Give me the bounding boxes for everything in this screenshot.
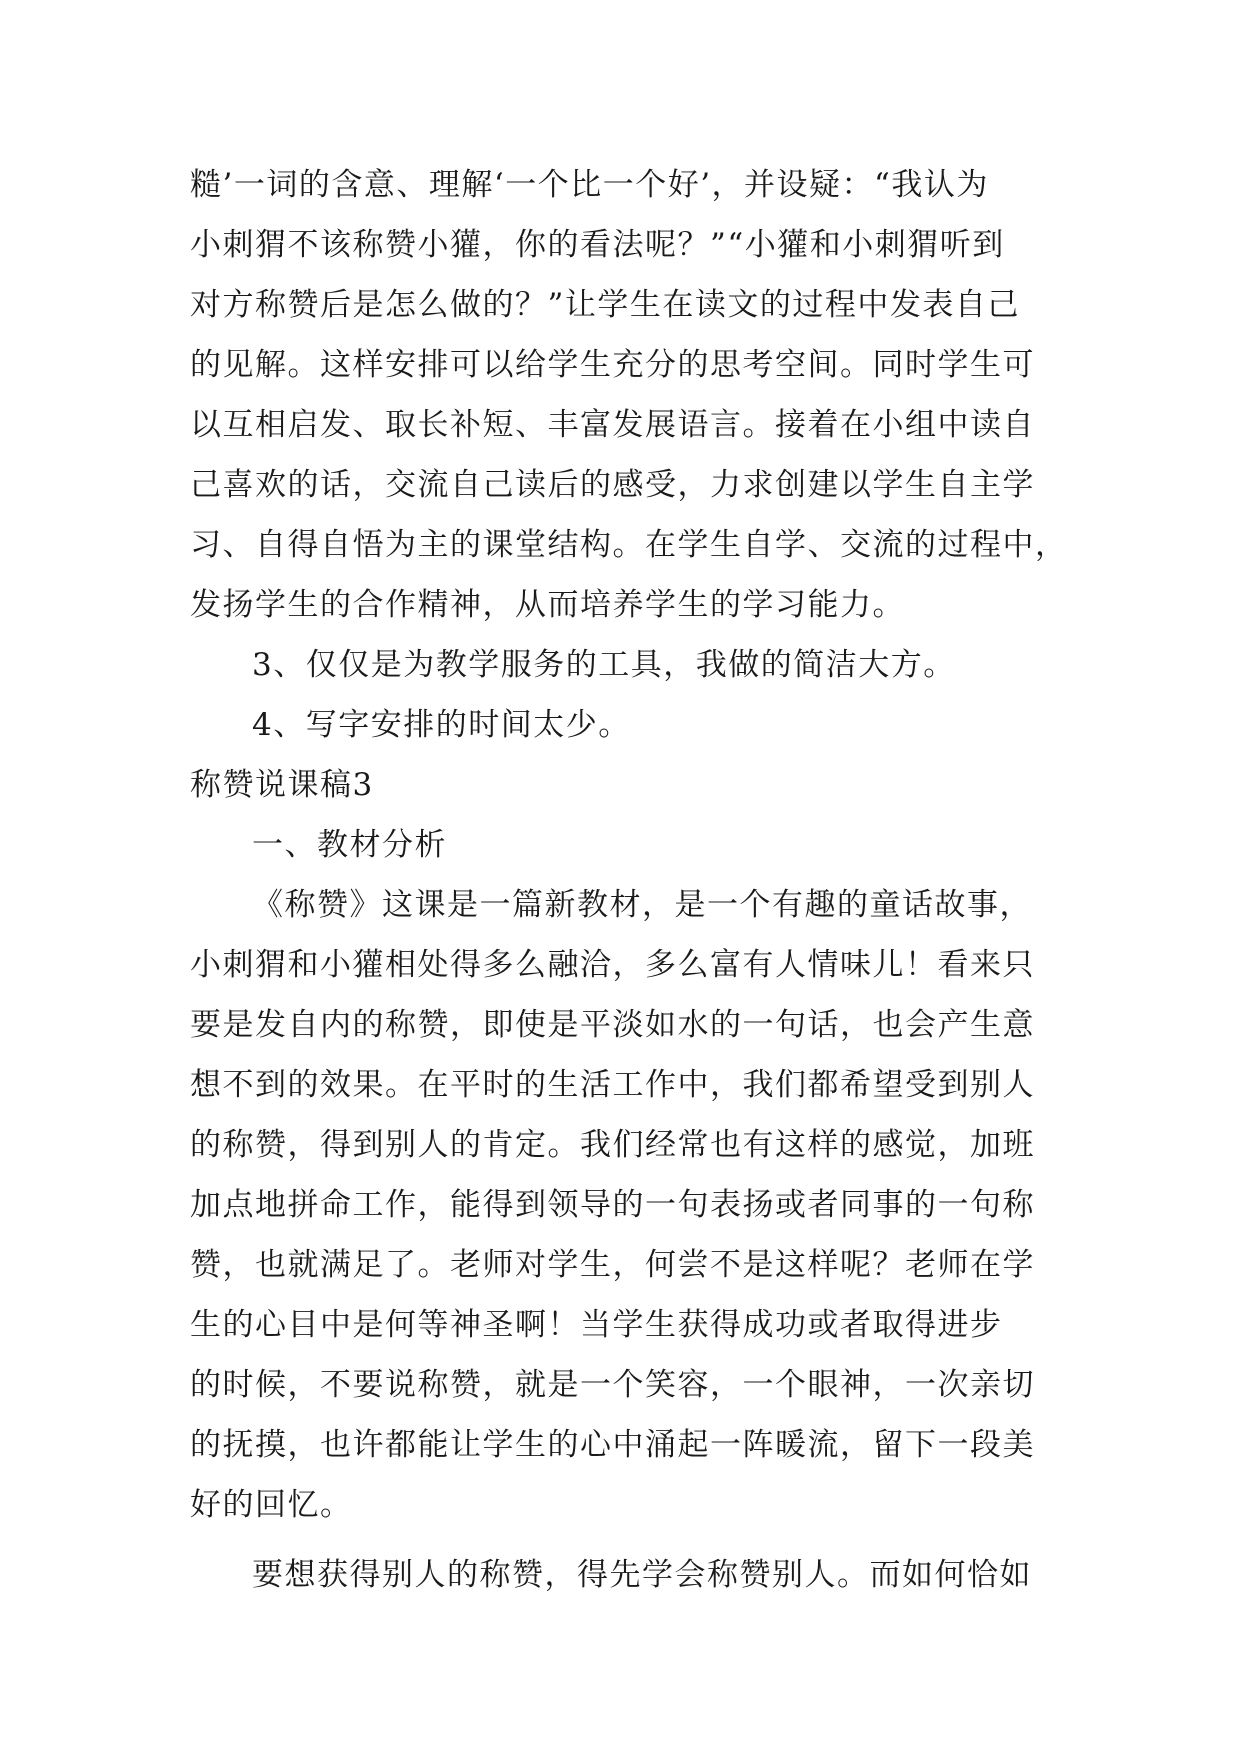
text-line: 想不到的效果。在平时的生活工作中，我们都希望受到别人 [190,1067,1035,1103]
text-line: 《称赞》这课是一篇新教材，是一个有趣的童话故事， [252,887,1032,923]
text-line: 发扬学生的合作精神，从而培养学生的学习能力。 [190,587,905,623]
list-item-3: 3、仅仅是为教学服务的工具，我做的简洁大方。 [252,647,956,683]
text-line: 的称赞，得到别人的肯定。我们经常也有这样的感觉，加班 [190,1127,1035,1163]
text-line: 要想获得别人的称赞，得先学会称赞别人。而如何恰如 [252,1557,1032,1593]
text-line: 糙’一词的含意、理解‘一个比一个好’，并设疑：“我认为 [190,167,989,203]
text-line: 对方称赞后是怎么做的？”让学生在读文的过程中发表自己 [190,287,1020,323]
text-line: 小刺猬和小獾相处得多么融洽，多么富有人情味儿！看来只 [190,947,1035,983]
text-line: 的见解。这样安排可以给学生充分的思考空间。同时学生可 [190,347,1035,383]
text-line: 要是发自内的称赞，即使是平淡如水的一句话，也会产生意 [190,1007,1035,1043]
text-line: 加点地拼命工作，能得到领导的一句表扬或者同事的一句称 [190,1187,1035,1223]
text-line: 小刺猬不该称赞小獾，你的看法呢？”“小獾和小刺猬听到 [190,227,1005,263]
text-line: 生的心目中是何等神圣啊！当学生获得成功或者取得进步 [190,1307,1003,1343]
text-line: 己喜欢的话，交流自己读后的感受，力求创建以学生自主学 [190,467,1035,503]
text-line: 好的回忆。 [190,1487,353,1523]
list-item-4: 4、写字安排的时间太少。 [252,707,631,743]
text-line: 的抚摸，也许都能让学生的心中涌起一阵暖流，留下一段美 [190,1427,1035,1463]
text-line: 习、自得自悟为主的课堂结构。在学生自学、交流的过程中， [190,527,1068,563]
subheading: 一、教材分析 [252,827,447,863]
section-title: 称赞说课稿3 [190,767,374,803]
text-line: 的时候，不要说称赞，就是一个笑容，一个眼神，一次亲切 [190,1367,1035,1403]
text-line: 赞，也就满足了。老师对学生，何尝不是这样呢？老师在学 [190,1247,1035,1283]
text-line: 以互相启发、取长补短、丰富发展语言。接着在小组中读自 [190,407,1035,443]
